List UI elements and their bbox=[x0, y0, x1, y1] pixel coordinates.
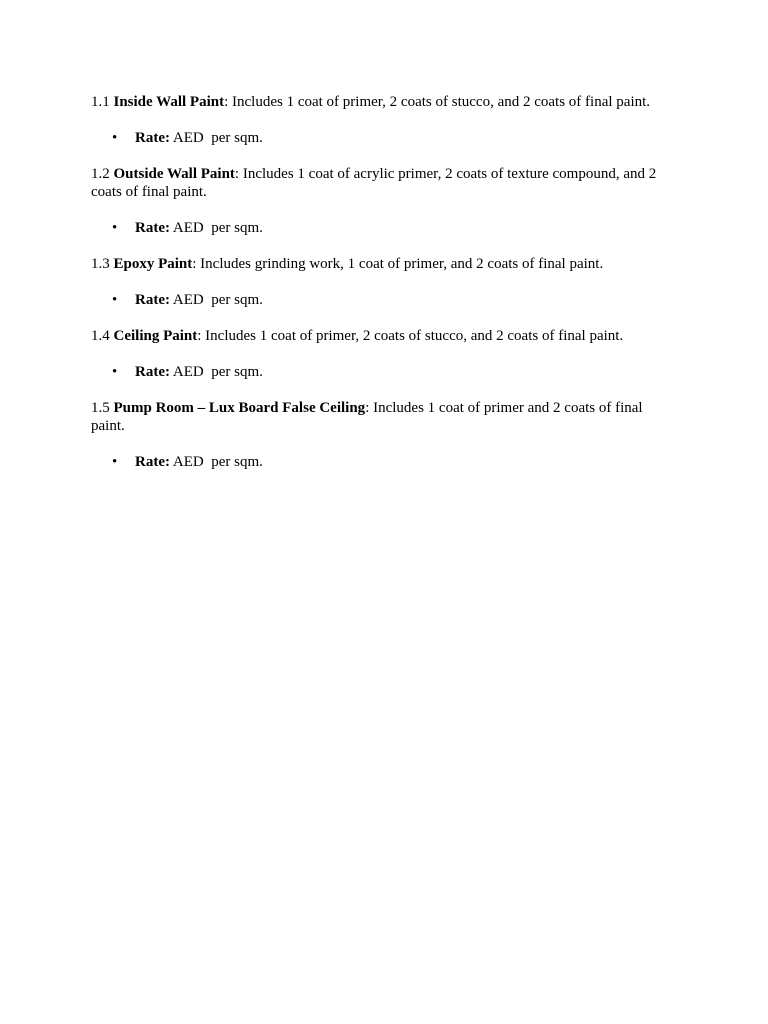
rate-value: AED per sqm. bbox=[169, 364, 263, 380]
item-title: Inside Wall Paint bbox=[113, 94, 225, 110]
bullet-icon: • bbox=[112, 292, 118, 308]
rate-value: AED per sqm. bbox=[169, 454, 263, 470]
item-description: : Includes 1 coat of acrylic primer, 2 coats of texture compound, and 2 coats of final paint. bbox=[91, 166, 657, 200]
item-title: Outside Wall Paint bbox=[113, 166, 235, 182]
rate-line bbox=[91, 129, 671, 147]
item-description: : Includes 1 coat of primer, 2 coats of stucco, and 2 coats of final paint. bbox=[224, 94, 651, 110]
rate-value: AED per sqm. bbox=[169, 220, 263, 236]
item-number: 1.5 bbox=[91, 400, 110, 416]
list-item-1-5 bbox=[91, 399, 671, 471]
item-text bbox=[91, 399, 671, 435]
bullet-icon: • bbox=[112, 130, 118, 146]
item-description: : Includes 1 coat of primer and 2 coats of final paint. bbox=[91, 400, 643, 434]
item-text bbox=[91, 255, 671, 273]
item-description: : Includes grinding work, 1 coat of primer, and 2 coats of final paint. bbox=[192, 256, 604, 272]
item-number: 1.2 bbox=[91, 166, 110, 182]
rate-label: Rate: bbox=[135, 364, 170, 380]
rate-label: Rate: bbox=[135, 292, 170, 308]
list-item-1-4 bbox=[91, 327, 671, 381]
item-title: Epoxy Paint bbox=[113, 256, 193, 272]
bullet-icon: • bbox=[112, 364, 118, 380]
item-description: : Includes 1 coat of primer, 2 coats of stucco, and 2 coats of final paint. bbox=[197, 328, 624, 344]
rate-line bbox=[91, 219, 671, 237]
list-item-1-1 bbox=[91, 93, 671, 147]
item-text bbox=[91, 327, 671, 345]
list-item-1-2 bbox=[91, 165, 671, 237]
item-text bbox=[91, 93, 671, 111]
bullet-icon: • bbox=[112, 454, 118, 470]
bullet-icon: • bbox=[112, 220, 118, 236]
item-title: Ceiling Paint bbox=[113, 328, 198, 344]
item-number: 1.1 bbox=[91, 94, 110, 110]
rate-value: AED per sqm. bbox=[169, 130, 263, 146]
rate-label: Rate: bbox=[135, 130, 170, 146]
rate-items-list bbox=[91, 93, 671, 489]
rate-line bbox=[91, 363, 671, 381]
item-number: 1.3 bbox=[91, 256, 110, 272]
item-title: Pump Room – Lux Board False Ceiling bbox=[113, 400, 366, 416]
list-item-1-3 bbox=[91, 255, 671, 309]
item-text bbox=[91, 165, 671, 201]
rate-label: Rate: bbox=[135, 220, 170, 236]
item-number: 1.4 bbox=[91, 328, 110, 344]
rate-label: Rate: bbox=[135, 454, 170, 470]
rate-value: AED per sqm. bbox=[169, 292, 263, 308]
rate-line bbox=[91, 453, 671, 471]
rate-line bbox=[91, 291, 671, 309]
